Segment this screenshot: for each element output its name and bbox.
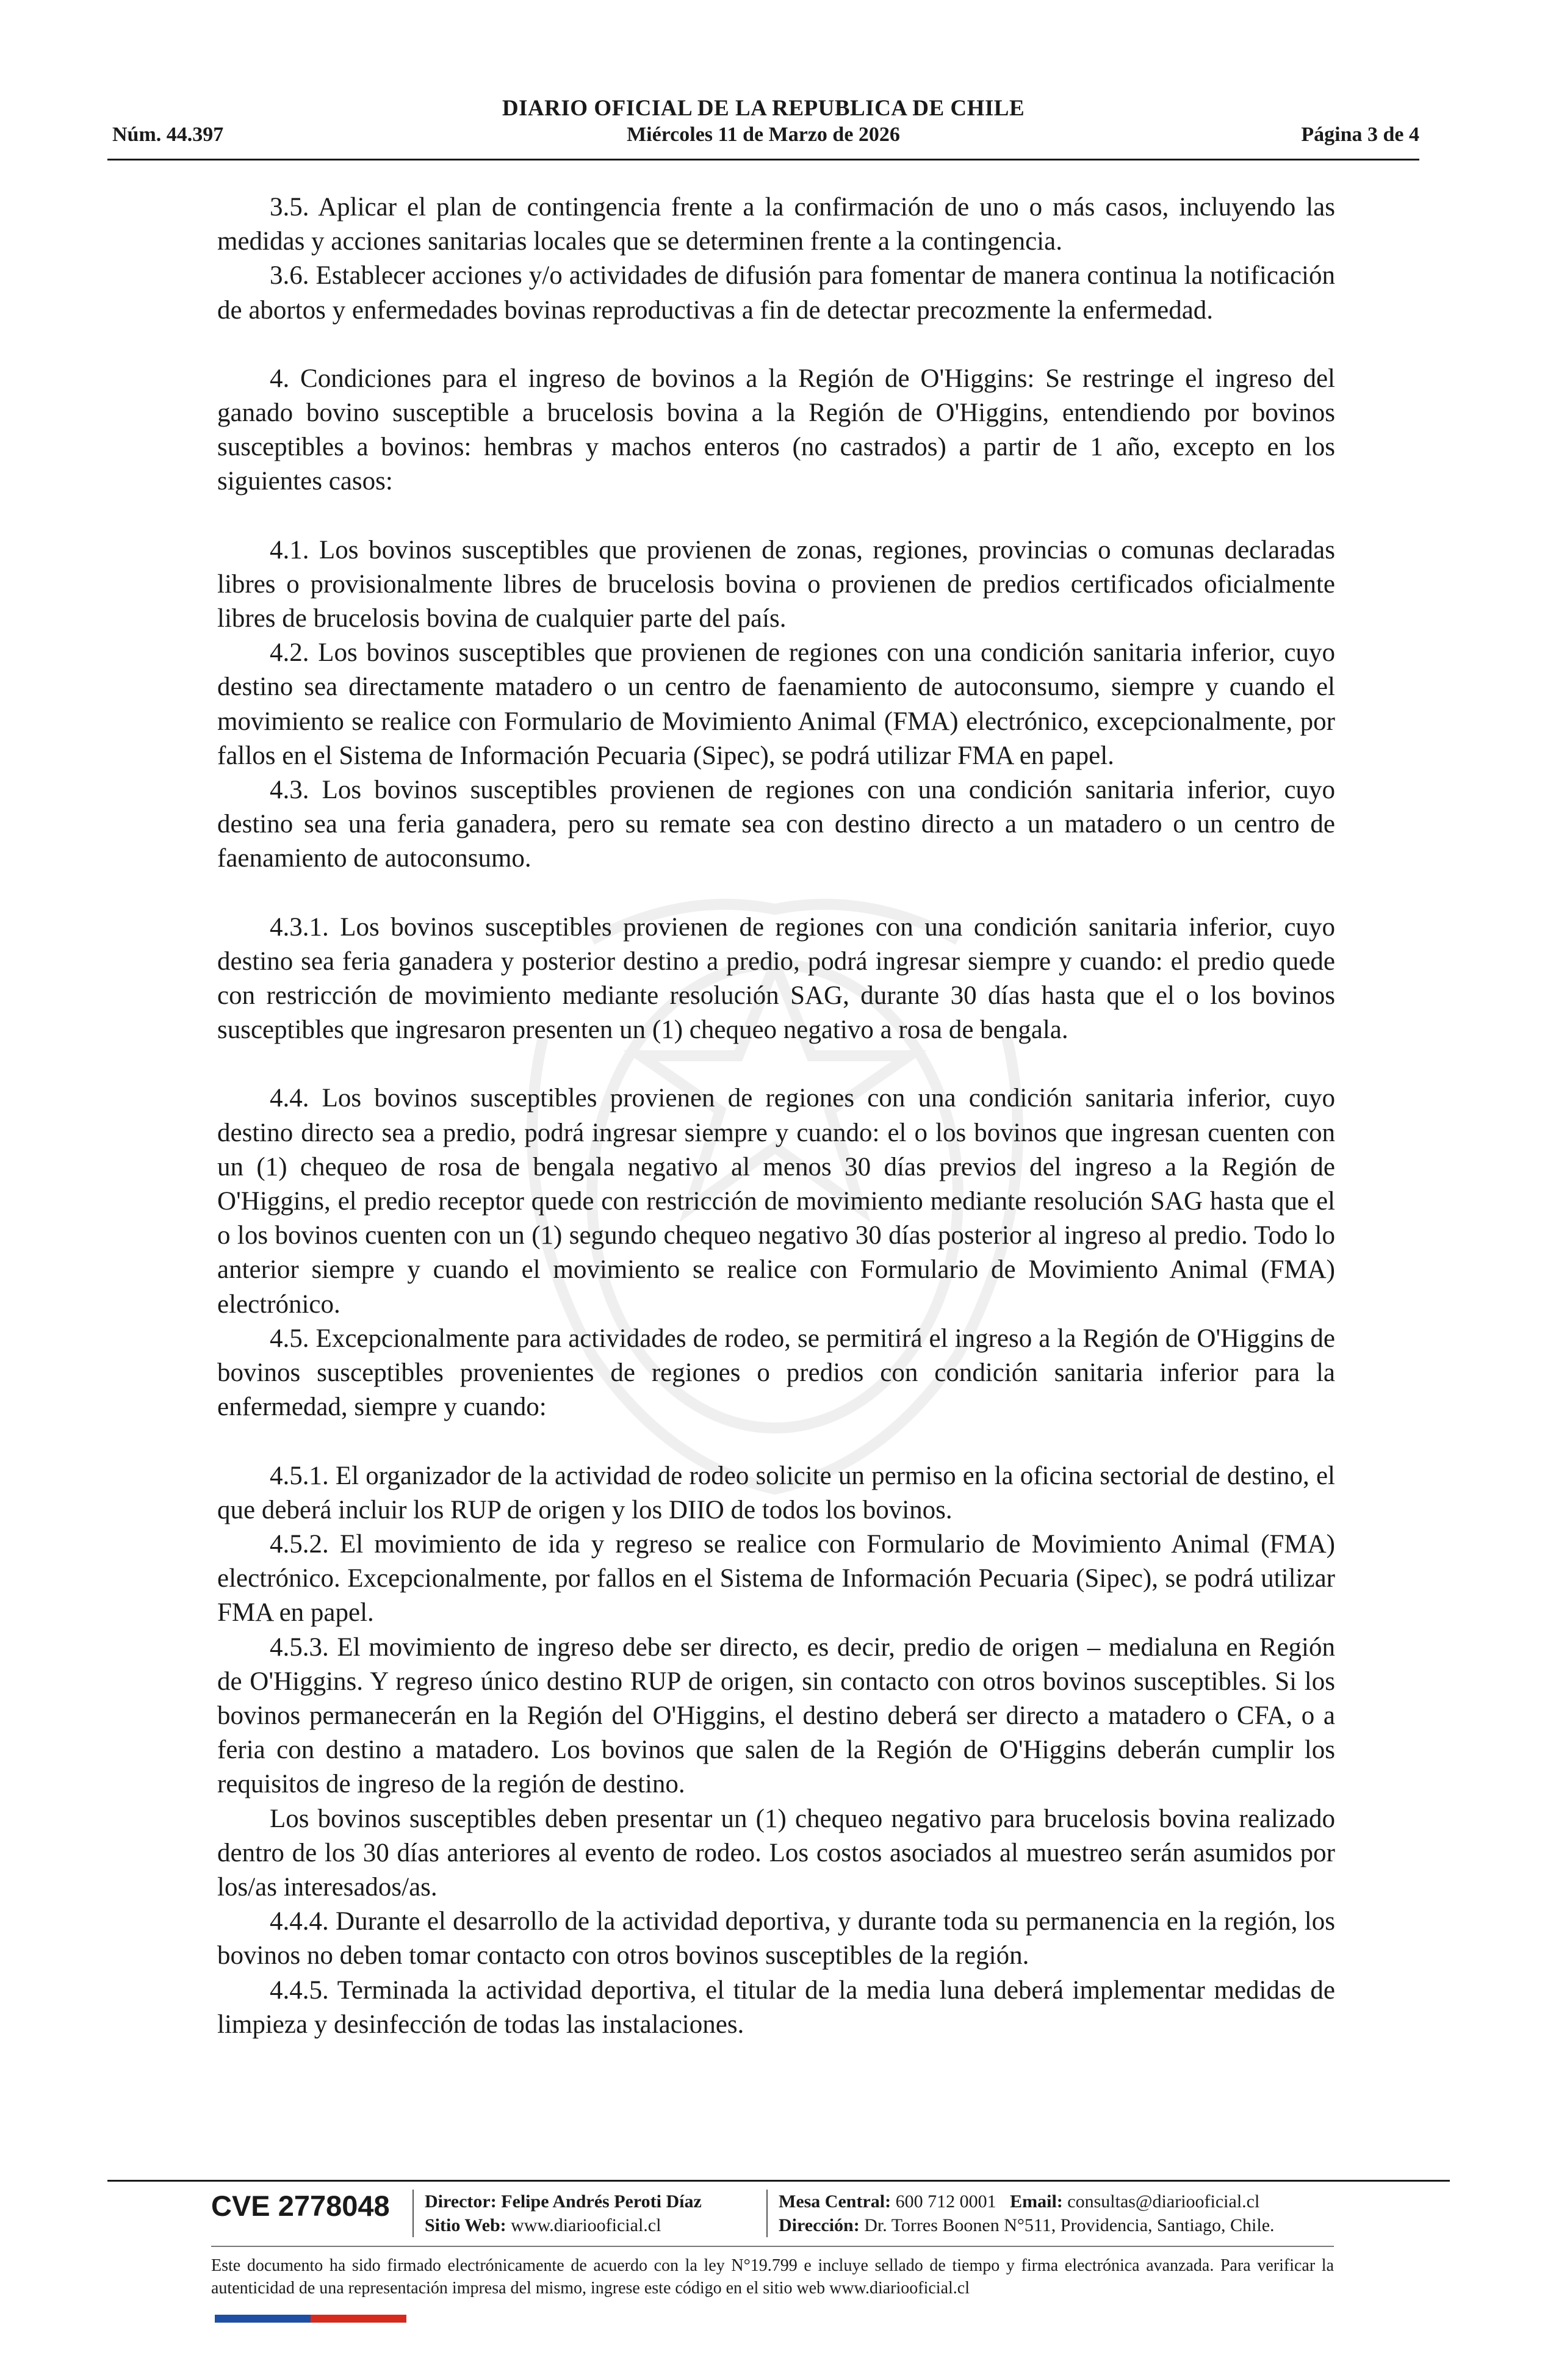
signature-disclaimer: Este documento ha sido firmado electrónicamente de acuerdo con la ley N°19.799 e incluye sellado de tiempo y firma electrónica avanzada. Para verificar la autenticidad de una representación impresa del mismo, ingrese este código en el sitio web www.diariooficial.cl bbox=[211, 2256, 1334, 2298]
address-text: Dr. Torres Boonen N°511, Providencia, Santiago, Chile. bbox=[864, 2215, 1275, 2235]
flag-stripe bbox=[215, 2315, 406, 2323]
phone-label: Mesa Central: bbox=[779, 2191, 891, 2212]
paragraph-4-4-5: 4.4.5. Terminada la actividad deportiva, el titular de la media luna deberá implementar medidas de limpieza y desinfección de todas las instalaciones. bbox=[217, 1975, 1335, 2039]
header-divider bbox=[107, 159, 1419, 160]
page-number: Página 3 de 4 bbox=[1301, 123, 1419, 146]
director-name: Felipe Andrés Peroti Díaz bbox=[501, 2191, 702, 2212]
website-link[interactable]: www.diariooficial.cl bbox=[511, 2215, 661, 2235]
paragraph-3-6: 3.6. Establecer acciones y/o actividades de difusión para fomentar de manera continua la notificación de abortos y enfermedades bovinas reproductivas a fin de detectar precozmente la enfermedad. bbox=[217, 261, 1335, 325]
flag-blue-segment bbox=[215, 2315, 311, 2323]
paragraph-4: 4. Condiciones para el ingreso de bovinos a la Región de O'Higgins: Se restringe el ingreso del ganado bovino susceptible a brucelosis bovina a la Región de O'Higgins, entendiendo por bovinos susceptibles a bovinos: hembras y machos enteros (no castrados) a partir de 1 año, excepto en los siguientes casos: bbox=[217, 364, 1335, 496]
issue-number: Núm. 44.397 bbox=[112, 123, 224, 146]
paragraph-4-4: 4.4. Los bovinos susceptibles provienen de regiones con una condición sanitaria inferior, cuyo destino directo sea a predio, podrá ingresar siempre y cuando: el o los bovinos que ingresan cuenten con un (1) chequeo de rosa de bengala negativo al menos 30 días previos del ingreso a la Región de O'Higgins, el predio receptor quede con restricción de movimiento mediante resolución SAG hasta que el o los bovinos cuenten con un (1) segundo chequeo negativo 30 días posterior al ingreso al predio. Todo lo anterior siempre y cuando el movimiento se realice con Formulario de Movimiento Animal (FMA) electrónico. bbox=[217, 1084, 1335, 1319]
address-label: Dirección: bbox=[779, 2215, 860, 2235]
paragraph-4-1: 4.1. Los bovinos susceptibles que provienen de zonas, regiones, provincias o comunas declaradas libres o provisionalmente libres de brucelosis bovina o provienen de predios certificados oficialmente libres de brucelosis bovina de cualquier parte del país. bbox=[217, 535, 1335, 633]
footer-separator bbox=[766, 2190, 768, 2237]
disclaimer-divider bbox=[211, 2246, 1334, 2247]
phone-number: 600 712 0001 bbox=[895, 2191, 996, 2212]
page-header bbox=[107, 92, 1419, 157]
footer-divider bbox=[107, 2180, 1450, 2182]
issue-date: Miércoles 11 de Marzo de 2026 bbox=[627, 123, 900, 146]
director-label: Director: bbox=[425, 2191, 497, 2212]
document-body bbox=[217, 190, 1335, 2042]
paragraph-4-3-1: 4.3.1. Los bovinos susceptibles provienen de regiones con una condición sanitaria inferior, cuyo destino sea feria ganadera y posterior destino a predio, podrá ingresar siempre y cuando: el predio quede con restricción de movimiento mediante resolución SAG, durante 30 días hasta que el o los bovinos susceptibles que ingresaron presenten un (1) chequeo negativo a rosa de bengala. bbox=[217, 912, 1335, 1045]
cve-code: CVE 2778048 bbox=[211, 2190, 390, 2222]
paragraph-4-2: 4.2. Los bovinos susceptibles que provienen de regiones con una condición sanitaria inferior, cuyo destino sea directamente matadero o un centro de faenamiento de autoconsumo, siempre y cuando el movimiento se realice con Formulario de Movimiento Animal (FMA) electrónico, excepcionalmente, por fallos en el Sistema de Información Pecuaria (Sipec), se podrá utilizar FMA en papel. bbox=[217, 638, 1335, 770]
website-label: Sitio Web: bbox=[425, 2215, 506, 2235]
paragraph-rodeo-testing: Los bovinos susceptibles deben presentar un (1) chequeo negativo para brucelosis bovina realizado dentro de los 30 días anteriores al evento de rodeo. Los costos asociados al muestreo serán asumidos por los/as interesados/as. bbox=[217, 1804, 1335, 1902]
paragraph-4-5: 4.5. Excepcionalmente para actividades de rodeo, se permitirá el ingreso a la Región de O'Higgins de bovinos susceptibles provenientes de regiones o predios con condición sanitaria inferior para la enfermedad, siempre y cuando: bbox=[217, 1324, 1335, 1422]
email-label: Email: bbox=[1010, 2191, 1063, 2212]
footer-director-block bbox=[425, 2190, 702, 2237]
paragraph-4-5-1: 4.5.1. El organizador de la actividad de rodeo solicite un permiso en la oficina sectorial de destino, el que deberá incluir los RUP de origen y los DIIO de todos los bovinos. bbox=[217, 1461, 1335, 1524]
paragraph-4-5-3: 4.5.3. El movimiento de ingreso debe ser directo, es decir, predio de origen – medialuna en Región de O'Higgins. Y regreso único destino RUP de origen, sin contacto con otros bovinos susceptibles. Si los bovinos permanecerán en la Región del O'Higgins, el destino deberá ser directo a matadero o CFA, o a feria con destino a matadero. Los bovinos que salen de la Región de O'Higgins deberán cumplir los requisitos de ingreso de la región de destino. bbox=[217, 1632, 1335, 1799]
paragraph-4-4-4: 4.4.4. Durante el desarrollo de la actividad deportiva, y durante toda su permanencia en la región, los bovinos no deben tomar contacto con otros bovinos susceptibles de la región. bbox=[217, 1907, 1335, 1971]
gazette-title: DIARIO OFICIAL DE LA REPUBLICA DE CHILE bbox=[502, 96, 1025, 121]
paragraph-4-3: 4.3. Los bovinos susceptibles provienen de regiones con una condición sanitaria inferior, cuyo destino sea una feria ganadera, pero su remate sea con destino directo a un matadero o un centro de faenamiento de autoconsumo. bbox=[217, 776, 1335, 873]
footer-separator bbox=[412, 2190, 414, 2237]
flag-red-segment bbox=[311, 2315, 406, 2323]
email-link[interactable]: consultas@diariooficial.cl bbox=[1067, 2191, 1260, 2212]
footer-contact-block bbox=[779, 2190, 1275, 2237]
paragraph-4-5-2: 4.5.2. El movimiento de ida y regreso se realice con Formulario de Movimiento Animal (FMA) electrónico. Excepcionalmente, por fallos en el Sistema de Información Pecuaria (Sipec), se podrá utilizar FMA en papel. bbox=[217, 1529, 1335, 1628]
paragraph-3-5: 3.5. Aplicar el plan de contingencia frente a la confirmación de uno o más casos, incluyendo las medidas y acciones sanitarias locales que se determinen frente a la contingencia. bbox=[217, 193, 1335, 256]
